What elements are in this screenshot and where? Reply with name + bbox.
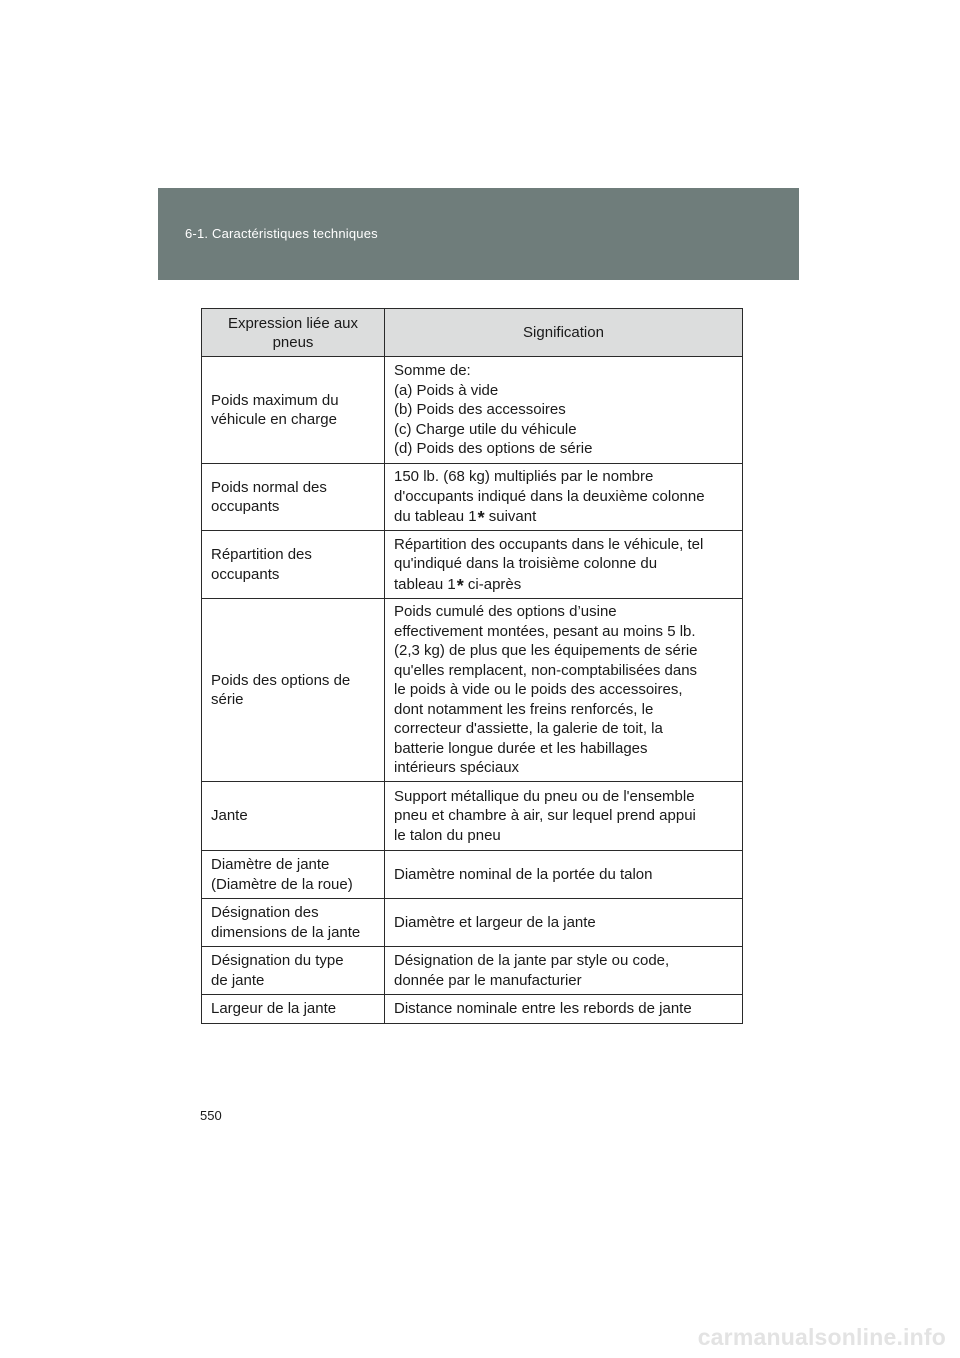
meaning-text: (d) Poids des options de série [394, 440, 593, 458]
table-row [202, 851, 743, 899]
meaning-line [394, 913, 733, 933]
term-line: (Diamètre de la roue) [211, 875, 353, 893]
meaning-line [394, 865, 733, 885]
term-cell [202, 599, 385, 782]
meaning-cell [385, 851, 743, 899]
meaning-cell [385, 995, 743, 1024]
meaning-text: Diamètre et largeur de la jante [394, 913, 596, 931]
meaning-text: intérieurs spéciaux [394, 759, 520, 777]
meaning-text: Somme de: [394, 362, 471, 380]
meaning-text: batterie longue durée et les habillages [394, 739, 648, 757]
meaning-line [394, 506, 733, 527]
meaning-cell [385, 464, 743, 531]
meaning-line [394, 758, 733, 778]
term-line: Poids des options de [211, 671, 351, 689]
column-header-term [202, 309, 385, 357]
meaning-text: effectivement montées, pesant au moins 5 lb. [394, 622, 696, 640]
meaning-line [394, 999, 733, 1019]
term-cell [202, 851, 385, 899]
meaning-text: du tableau 1 [394, 508, 477, 526]
column-header-term-line-2: pneus [272, 333, 314, 351]
meaning-text: d'occupants indiqué dans la deuxième colonne [394, 487, 705, 505]
table-header-row [202, 309, 743, 357]
term-line: Largeur de la jante [211, 1000, 337, 1018]
meaning-line [394, 400, 733, 420]
meaning-text: correcteur d'assiette, la galerie de toit, la [394, 720, 663, 738]
meaning-tail: suivant [484, 508, 537, 526]
table-row [202, 899, 743, 947]
section-title: 6-1. Caractéristiques techniques [185, 226, 378, 241]
watermark-text: carmanualsonline.info [697, 1324, 946, 1350]
term-cell [202, 357, 385, 464]
term-line: Répartition des [211, 546, 312, 563]
meaning-text: (c) Charge utile du véhicule [394, 420, 577, 438]
meaning-line [394, 535, 733, 555]
meaning-text: (2,3 kg) de plus que les équipements de série [394, 642, 698, 660]
meaning-cell [385, 599, 743, 782]
meaning-text: dont notamment les freins renforcés, le [394, 700, 654, 718]
table-row [202, 599, 743, 782]
table-row [202, 464, 743, 531]
meaning-text: tableau 1 [394, 575, 456, 593]
table-row [202, 357, 743, 464]
meaning-line [394, 971, 733, 991]
table-row [202, 782, 743, 851]
column-header-term-line-1: Expression liée aux [227, 314, 359, 332]
term-line: Désignation du type [211, 952, 344, 969]
term-line: véhicule en charge [211, 411, 337, 428]
meaning-text: Support métallique du pneu ou de l'ensemble [394, 787, 695, 805]
term-line: Poids normal des [211, 478, 327, 496]
term-cell [202, 995, 385, 1024]
term-line: Poids maximum du [211, 391, 339, 409]
meaning-text: Distance nominale entre les rebords de jante [394, 1000, 692, 1018]
footnote-star: * [456, 575, 464, 596]
page-number: 550 [200, 1108, 222, 1123]
term-line: occupants [211, 498, 280, 515]
term-line: Jante [211, 807, 248, 825]
term-cell [202, 531, 385, 599]
meaning-text: qu'elles remplacent, non-comptabilisées dans [394, 661, 698, 679]
meaning-cell [385, 531, 743, 599]
table-row [202, 531, 743, 599]
term-line: occupants [211, 565, 280, 583]
term-cell [202, 464, 385, 531]
meaning-line [394, 487, 733, 507]
meaning-text: Poids cumulé des options d’usine [394, 603, 617, 621]
term-line: Diamètre de jante [211, 856, 330, 873]
column-header-meaning: Signification [385, 309, 743, 357]
meaning-text: Répartition des occupants dans le véhicule, tel [394, 535, 704, 553]
meaning-line [394, 787, 733, 807]
meaning-line [394, 700, 733, 720]
meaning-line [394, 622, 733, 642]
meaning-line [394, 806, 733, 826]
meaning-text: pneu et chambre à air, sur lequel prend appui [394, 807, 696, 825]
meaning-line [394, 641, 733, 661]
meaning-cell [385, 782, 743, 851]
meaning-line [394, 661, 733, 681]
meaning-cell [385, 357, 743, 464]
meaning-line [394, 951, 733, 971]
tire-terms-table [201, 308, 743, 1024]
term-cell [202, 899, 385, 947]
section-header-band [158, 188, 799, 280]
meaning-text: le poids à vide ou le poids des accessoires, [394, 681, 683, 699]
term-line: série [211, 691, 244, 708]
meaning-text: Désignation de la jante par style ou code, [394, 952, 670, 969]
meaning-text: qu'indiqué dans la troisième colonne du [394, 555, 658, 573]
meaning-line [394, 361, 733, 381]
meaning-line [394, 420, 733, 440]
meaning-text: 150 lb. (68 kg) multipliés par le nombre [394, 468, 654, 486]
meaning-line [394, 439, 733, 459]
meaning-line [394, 680, 733, 700]
meaning-line [394, 719, 733, 739]
meaning-line [394, 554, 733, 574]
term-cell [202, 782, 385, 851]
table-row [202, 947, 743, 995]
meaning-text: (a) Poids à vide [394, 381, 499, 399]
term-cell [202, 947, 385, 995]
meaning-line [394, 467, 733, 487]
meaning-cell [385, 899, 743, 947]
meaning-line [394, 602, 733, 622]
meaning-line [394, 739, 733, 759]
meaning-text: (b) Poids des accessoires [394, 401, 566, 419]
meaning-line [394, 381, 733, 401]
meaning-text: le talon du pneu [394, 826, 501, 844]
meaning-line [394, 574, 733, 595]
term-line: Désignation des [211, 904, 319, 921]
meaning-cell [385, 947, 743, 995]
term-line: de jante [211, 971, 265, 989]
meaning-tail: ci-après [463, 575, 522, 593]
term-line: dimensions de la jante [211, 923, 361, 941]
table-row [202, 995, 743, 1024]
footnote-star: * [477, 508, 485, 529]
meaning-text: Diamètre nominal de la portée du talon [394, 865, 653, 883]
meaning-text: donnée par le manufacturier [394, 971, 582, 989]
meaning-line [394, 826, 733, 846]
